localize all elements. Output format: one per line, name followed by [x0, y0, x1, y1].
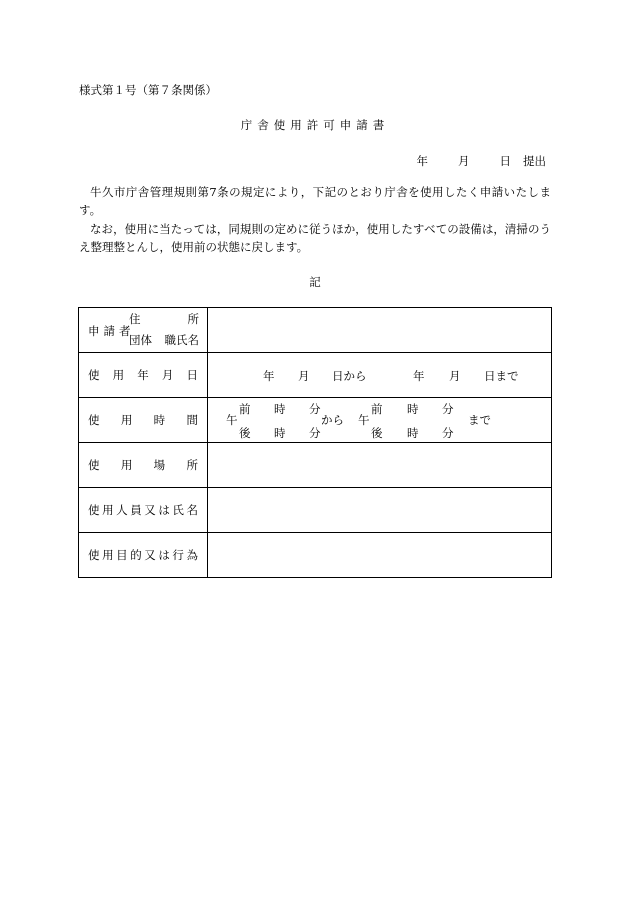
period-day-to: 日まで — [484, 369, 519, 383]
time-pm-1: 後 — [239, 426, 251, 440]
label-char: 使 — [88, 368, 100, 382]
name-label: 職氏名 — [164, 333, 199, 347]
label-char: 所 — [186, 458, 198, 472]
application-table — [78, 307, 552, 578]
period-day-from: 日から — [332, 369, 367, 383]
period-value-cell[interactable] — [208, 353, 552, 398]
label-char: 氏 — [172, 503, 184, 517]
row-time — [79, 398, 552, 443]
label-char: 用 — [102, 548, 114, 562]
purpose-value-cell[interactable] — [208, 533, 552, 578]
label-char: 用 — [102, 503, 114, 517]
place-label-cell — [79, 443, 208, 488]
time-am-2: 前 — [371, 402, 383, 416]
applicant-label-cell — [79, 308, 208, 353]
group-label: 団体 — [129, 333, 152, 347]
label-char: 使 — [88, 458, 100, 472]
time-go-2: 午 — [358, 413, 370, 427]
period-year-2: 年 — [413, 369, 425, 383]
period-month-1: 月 — [298, 369, 310, 383]
time-hour-1a: 時 — [274, 402, 286, 416]
time-minute-1b: 分 — [309, 426, 321, 440]
label-char: 使 — [88, 503, 100, 517]
label-char: 日 — [186, 368, 198, 382]
place-value-cell[interactable] — [208, 443, 552, 488]
label-char: 用 — [120, 458, 133, 472]
label-char: 場 — [153, 458, 166, 472]
date-submit: 提出 — [523, 154, 546, 168]
period-year-1: 年 — [263, 369, 275, 383]
time-hour-2b: 時 — [407, 426, 419, 440]
time-pm-2: 後 — [371, 426, 383, 440]
row-applicant — [79, 308, 552, 353]
purpose-label-cell — [79, 533, 208, 578]
label-char: 使 — [88, 413, 100, 427]
document-title: 庁舎使用許可申請書 — [240, 118, 390, 132]
users-value-cell[interactable] — [208, 488, 552, 533]
time-label-cell — [79, 398, 208, 443]
form-number-label: 様式第１号（第７条関係） — [79, 83, 217, 97]
label-char: 時 — [153, 413, 166, 427]
time-until: まで — [468, 413, 491, 427]
date-day: 日 — [499, 154, 511, 168]
users-label-cell — [79, 488, 208, 533]
label-char: 人 — [116, 503, 128, 517]
time-hour-1b: 時 — [274, 426, 286, 440]
label-char: 使 — [88, 548, 100, 562]
row-purpose — [79, 533, 552, 578]
date-year: 年 — [416, 154, 428, 168]
label-char: 為 — [186, 548, 198, 562]
label-char: 的 — [130, 548, 142, 562]
label-char: は — [158, 503, 170, 517]
time-minute-1a: 分 — [309, 402, 321, 416]
label-char: 行 — [172, 548, 184, 562]
time-value-cell[interactable] — [208, 398, 552, 443]
row-place — [79, 443, 552, 488]
row-users — [79, 488, 552, 533]
paragraph-conditions: なお，使用に当たっては，同規則の定めに従うほか，使用したすべての設備は，清掃のうえ整理整とんし，使用前の状態に戻します。 — [79, 222, 551, 254]
label-char: 年 — [137, 368, 149, 382]
paragraph-request: 牛久市庁舎管理規則第7条の規定により，下記のとおり庁舎を使用したく申請いたします。 — [79, 185, 551, 217]
time-minute-2a: 分 — [442, 402, 454, 416]
submission-date-line — [417, 153, 547, 169]
label-char: 又 — [144, 503, 156, 517]
label-char: 目 — [116, 548, 128, 562]
time-minute-2b: 分 — [442, 426, 454, 440]
address-label-b: 所 — [187, 312, 199, 326]
date-month: 月 — [458, 154, 470, 168]
ki-heading: 記 — [309, 275, 321, 289]
label-char: 又 — [144, 548, 156, 562]
label-char: は — [158, 548, 170, 562]
row-period — [79, 353, 552, 398]
time-go-1: 午 — [226, 413, 238, 427]
period-label-cell — [79, 353, 208, 398]
label-char: 名 — [186, 503, 198, 517]
time-am-1: 前 — [239, 402, 251, 416]
period-month-2: 月 — [449, 369, 461, 383]
time-hour-2a: 時 — [407, 402, 419, 416]
applicant-value-cell[interactable] — [208, 308, 552, 353]
label-char: 用 — [112, 368, 125, 382]
label-char: 用 — [120, 413, 133, 427]
label-char: 員 — [130, 503, 142, 517]
label-char: 間 — [186, 413, 198, 427]
applicant-label: 申請者 — [88, 324, 135, 338]
time-from: から — [321, 413, 344, 427]
address-label-a: 住 — [129, 312, 141, 326]
label-char: 月 — [161, 368, 174, 382]
